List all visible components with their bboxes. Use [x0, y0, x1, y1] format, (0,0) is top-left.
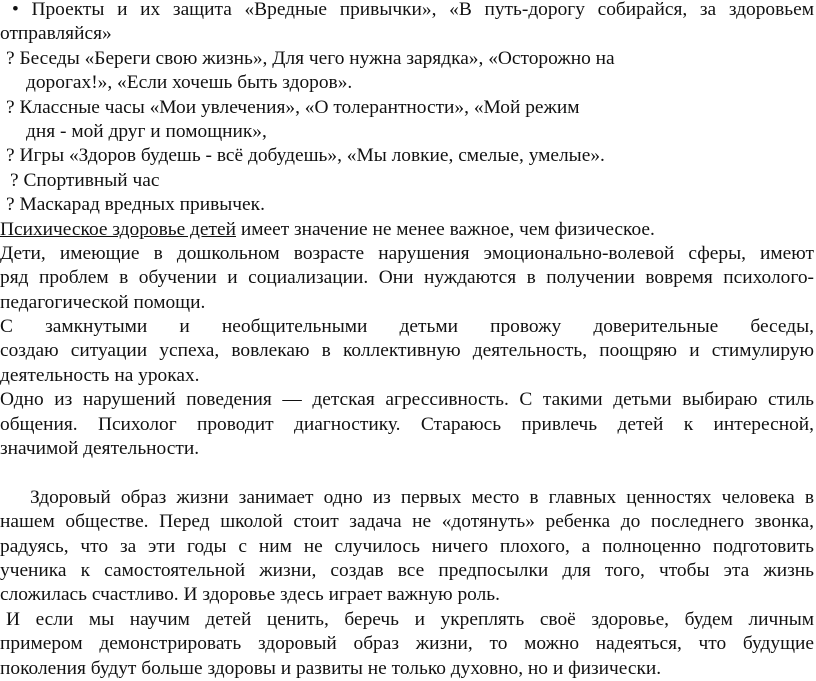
para-teach-line-2: примером демонстрировать здоровый образ жизни, то можно надеяться, что будущие	[0, 633, 814, 655]
para-children-line-1: Дети, имеющие в дошкольном возрасте нарушения эмоционально-волевой сферы, имеют	[0, 242, 814, 264]
item-conversations: ? Беседы «Береги свою жизнь», Для чего нужна зарядка», «Осторожно на	[6, 47, 615, 69]
para-aggression-line-3: значимой деятельности.	[0, 438, 200, 460]
item-sport-hour: ? Спортивный час	[10, 169, 160, 191]
para-withdrawn-line-2: создаю ситуации успеха, вовлекаю в коллективную деятельность, поощряю и стимулирую	[0, 340, 814, 362]
para-healthy-line-1: Здоровый образ жизни занимает одно из первых место в главных ценностях человека в	[30, 486, 814, 508]
bullet-projects-line: • Проекты и их защита «Вредные привычки», «В путь-дорогу собирайся, за здоровьем	[12, 0, 814, 20]
para-teach-line-3: поколения будут больше здоровы и развиты не только духовно, но и физически.	[0, 657, 662, 679]
para-healthy-line-4: ученика к самостоятельной жизни, создав все предпосылки для того, чтобы эта жизнь	[0, 559, 814, 581]
para-withdrawn-line-3: деятельность на уроках.	[0, 364, 200, 386]
para-aggression-line-1: Одно из нарушений поведения — детская агрессивность. С такими детьми выбираю стиль	[0, 389, 814, 411]
para-healthy-line-3: радуясь, что за эти годы с ним не случилось ничего плохого, а полноценно подготовить	[0, 535, 814, 557]
blank-line	[0, 461, 814, 485]
para-aggression-line-2: общения. Психолог проводит диагностику. Стараюсь привлечь детей к интересной,	[0, 413, 814, 435]
bullet-projects-line-cont: отправляйся»	[0, 23, 112, 45]
para-healthy-line-5: сложилась счастливо. И здоровье здесь играет важную роль.	[0, 584, 500, 606]
para-healthy-line-2: нашем обществе. Перед школой стоит задача не «дотянуть» ребенка до последнего звонка,	[0, 511, 814, 533]
item-class-hours: ? Классные часы «Мои увлечения», «О толерантности», «Мой режим	[6, 96, 580, 118]
para-children-line-3: педагогической помощи.	[0, 291, 206, 313]
mental-health-line	[0, 218, 814, 242]
item-class-hours-cont: дня - мой друг и помощник»,	[26, 120, 267, 142]
para-teach-line-1: И если мы научим детей ценить, беречь и укреплять своё здоровье, будем личным	[6, 608, 814, 630]
item-conversations-cont: дорогах!», «Если хочешь быть здоров».	[26, 72, 353, 94]
item-games: ? Игры «Здоров будешь - всё добудешь», «Мы ловкие, смелые, умелые».	[6, 145, 605, 167]
mental-health-text: имеет значение не менее важное, чем физическое.	[235, 218, 655, 240]
para-withdrawn-line-1: С замкнутыми и необщительными детьми провожу доверительные беседы,	[0, 316, 814, 338]
mental-health-heading: Психическое здоровье детей	[0, 218, 236, 240]
para-children-line-2: ряд проблем в обучении и социализации. Они нуждаются в получении вовремя психолого-	[0, 267, 814, 289]
item-masquerade: ? Маскарад вредных привычек.	[6, 194, 265, 216]
